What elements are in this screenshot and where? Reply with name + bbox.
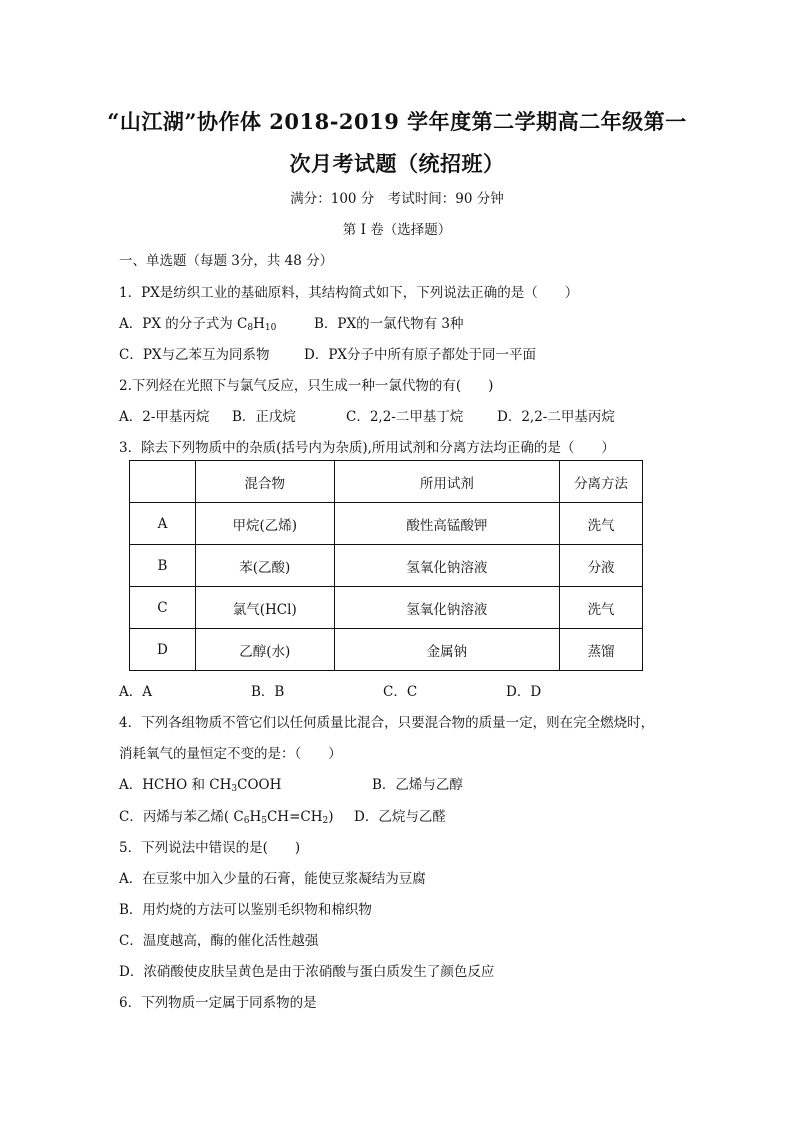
table-cell: C — [130, 587, 196, 629]
q4-stem-line2: 消耗氧气的量恒定不变的是：（ ） — [119, 746, 342, 762]
table-cell: 乙醇(水) — [195, 629, 334, 671]
q1-stem: 1．PX是纺织工业的基础原料，其结构简式如下，下列说法正确的是（ ） — [119, 285, 579, 301]
q3-stem: 3．除去下列物质中的杂质(括号内为杂质),所用试剂和分离方法均正确的是（ ） — [119, 440, 615, 456]
q3-option-c: C．C — [383, 684, 418, 700]
table-cell: D — [130, 629, 196, 671]
q3-option-a: A．A — [119, 684, 152, 700]
table-row — [130, 503, 643, 545]
q2-option-a: A．2-甲基丙烷 — [119, 409, 210, 425]
q2-stem: 2.下列烃在光照下与氯气反应，只生成一种一氯代物的有( ) — [119, 378, 494, 394]
table-cell: 氢氧化钠溶液 — [334, 545, 560, 587]
table-cell: 氢氧化钠溶液 — [334, 587, 560, 629]
table-cell: B — [130, 545, 196, 587]
table-cell: 苯(乙酸) — [195, 545, 334, 587]
table-cell: A — [130, 503, 196, 545]
q5-stem: 5．下列说法中错误的是( ) — [119, 840, 301, 856]
q1-option-c: C．PX与乙苯互为同系物 — [119, 347, 270, 363]
q2-option-c: C．2,2-二甲基丁烷 — [346, 409, 464, 425]
table-row — [130, 587, 643, 629]
exam-title-line2: 次月考试题（统招班） — [289, 151, 505, 176]
table-header-cell: 混合物 — [195, 461, 334, 503]
table-header-cell: 所用试剂 — [334, 461, 560, 503]
table-header-cell: 分离方法 — [560, 461, 643, 503]
q4-option-c: C．丙烯与苯乙烯( $C_6H_5CH=CH_2$) — [119, 809, 334, 826]
table-row — [130, 545, 643, 587]
q4-option-a: A．HCHO 和 $CH_3COOH$ — [119, 777, 282, 794]
q1-option-b: B．PX的一氯代物有 3种 — [314, 316, 464, 332]
table-row — [130, 629, 643, 671]
q2-option-b: B．正戊烷 — [232, 409, 296, 425]
q4-option-d: D．乙烷与乙醛 — [354, 809, 446, 825]
table-cell: 氯气(HCl) — [195, 587, 334, 629]
table-cell: 蒸馏 — [560, 629, 643, 671]
q3-table — [129, 460, 643, 671]
table-cell: 金属钠 — [334, 629, 560, 671]
table-cell: 酸性高锰酸钾 — [334, 503, 560, 545]
q5-option-d: D．浓硝酸使皮肤呈黄色是由于浓硝酸与蛋白质发生了颜色反应 — [119, 964, 495, 980]
q5-option-b: B．用灼烧的方法可以鉴别毛织物和棉织物 — [119, 902, 372, 918]
q5-option-c: C．温度越高，酶的催化活性越强 — [119, 933, 319, 949]
q1-option-d: D．PX分子中所有原子都处于同一平面 — [304, 347, 537, 363]
q3-option-b: B．B — [251, 684, 285, 700]
q1-option-a: A．PX 的分子式为 $C_8H_{10}$ — [119, 316, 277, 333]
volume-label: 第 I 卷（选择题） — [342, 222, 452, 238]
q3-option-d: D．D — [506, 684, 542, 700]
table-cell: 甲烷(乙烯) — [195, 503, 334, 545]
exam-meta: 满分：100 分 考试时间：90 分钟 — [290, 191, 504, 207]
table-header-cell — [130, 461, 196, 503]
table-cell: 洗气 — [560, 587, 643, 629]
table-header-row — [130, 461, 643, 503]
q6-stem: 6．下列物质一定属于同系物的是 — [119, 995, 317, 1011]
q4-option-b: B．乙烯与乙醇 — [372, 777, 463, 793]
section-heading: 一、单选题（每题 3分，共 48 分） — [119, 253, 334, 269]
exam-title-line1: “山江湖”协作体 2018-2019 学年度第二学期高二年级第一 — [107, 109, 687, 134]
q4-stem-line1: 4．下列各组物质不管它们以任何质量比混合，只要混合物的质量一定，则在完全燃烧时， — [119, 715, 655, 731]
table-cell: 洗气 — [560, 503, 643, 545]
q2-option-d: D．2,2-二甲基丙烷 — [497, 409, 615, 425]
table-cell: 分液 — [560, 545, 643, 587]
q5-option-a: A．在豆浆中加入少量的石膏，能使豆浆凝结为豆腐 — [119, 871, 426, 887]
